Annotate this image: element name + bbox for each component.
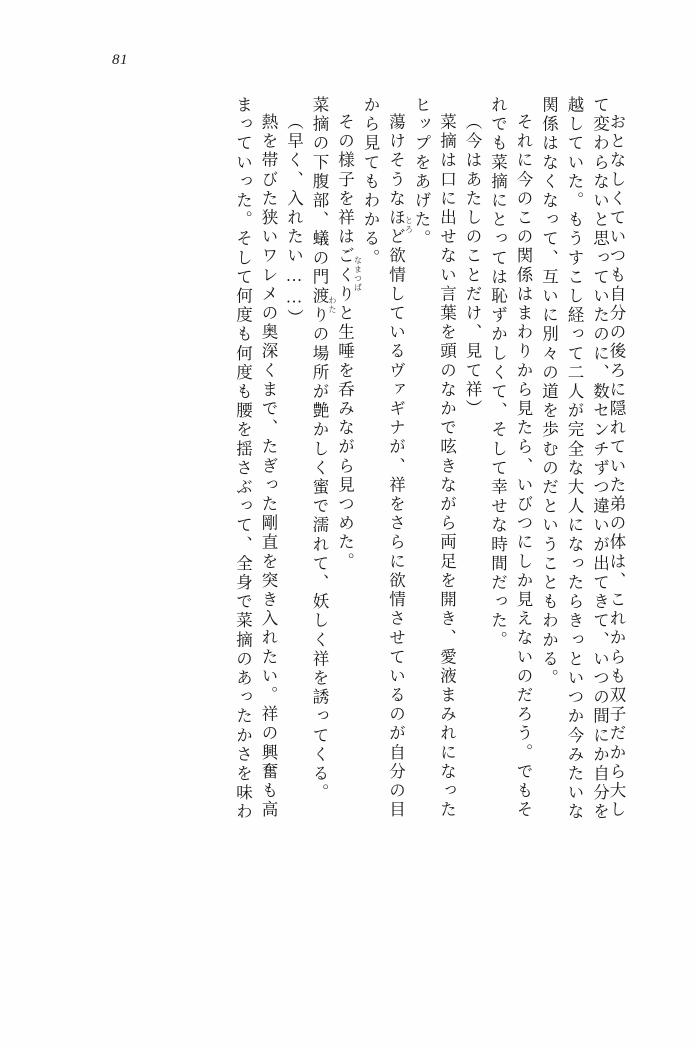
text-column: から見てもわかる。 [361, 96, 380, 268]
page-number: 81 [112, 52, 128, 68]
text-column: 関係はなくなって、互いに別々の道を歩むのだということもわかる。 [539, 96, 559, 689]
text-column: それに今のこの関係はまわりから見たら、いびつにしか見えないのだろう。でもそ [514, 113, 533, 820]
text-column: 越していた。もうすこし経って二人が完全な大人になったらきっといつか今みたいな [565, 96, 584, 822]
ruby-annotation: とろ [404, 216, 414, 234]
text-column: ヒップをあげた。 [412, 96, 431, 249]
text-column: て変わらないと思っていたのに、数センチずつ違いが出てきて、いつの間にか自分を [590, 96, 610, 822]
text-column: 菜摘は口に出せない言葉を頭のなかで呟きながら両足を開き、愛液まみれになった [437, 113, 457, 820]
text-column: れでも菜摘にとっては恥ずかしくて、そして幸せな時間だった。 [488, 96, 508, 650]
ruby-annotation: なまつば [353, 256, 363, 292]
text-column: （今はあたしのことだけ、見て祥） [463, 113, 482, 419]
ruby-annotation: わた [328, 296, 337, 314]
text-column: まっていった。そして何度も何度も腰を揺さぶって、全身で菜摘のあったかさを味わ [233, 96, 253, 822]
text-column: 蕩けそうなほど欲情しているヴァギナが、祥をさらに欲情させているのが自分の目 [386, 113, 406, 820]
vertical-text-block [78, 96, 624, 956]
text-column: 菜摘の下腹部、蟻の門渡りの場所が艶かしく蜜で濡れて、妖しく祥を誘ってくる。 [310, 96, 329, 803]
text-column: その様子を祥はごくりと生唾を呑みながら見つめた。 [335, 113, 355, 572]
text-column: （早く、入れたい……） [284, 113, 304, 329]
text-column: おとなしくていつも自分の後ろに隠れていた弟の体は、これからも双子だから大し [607, 113, 626, 820]
text-column: 熱を帯びた狭いワレメの奥深くまで、たぎった剛直を突き入れたい。祥の興奮も高 [259, 113, 278, 820]
